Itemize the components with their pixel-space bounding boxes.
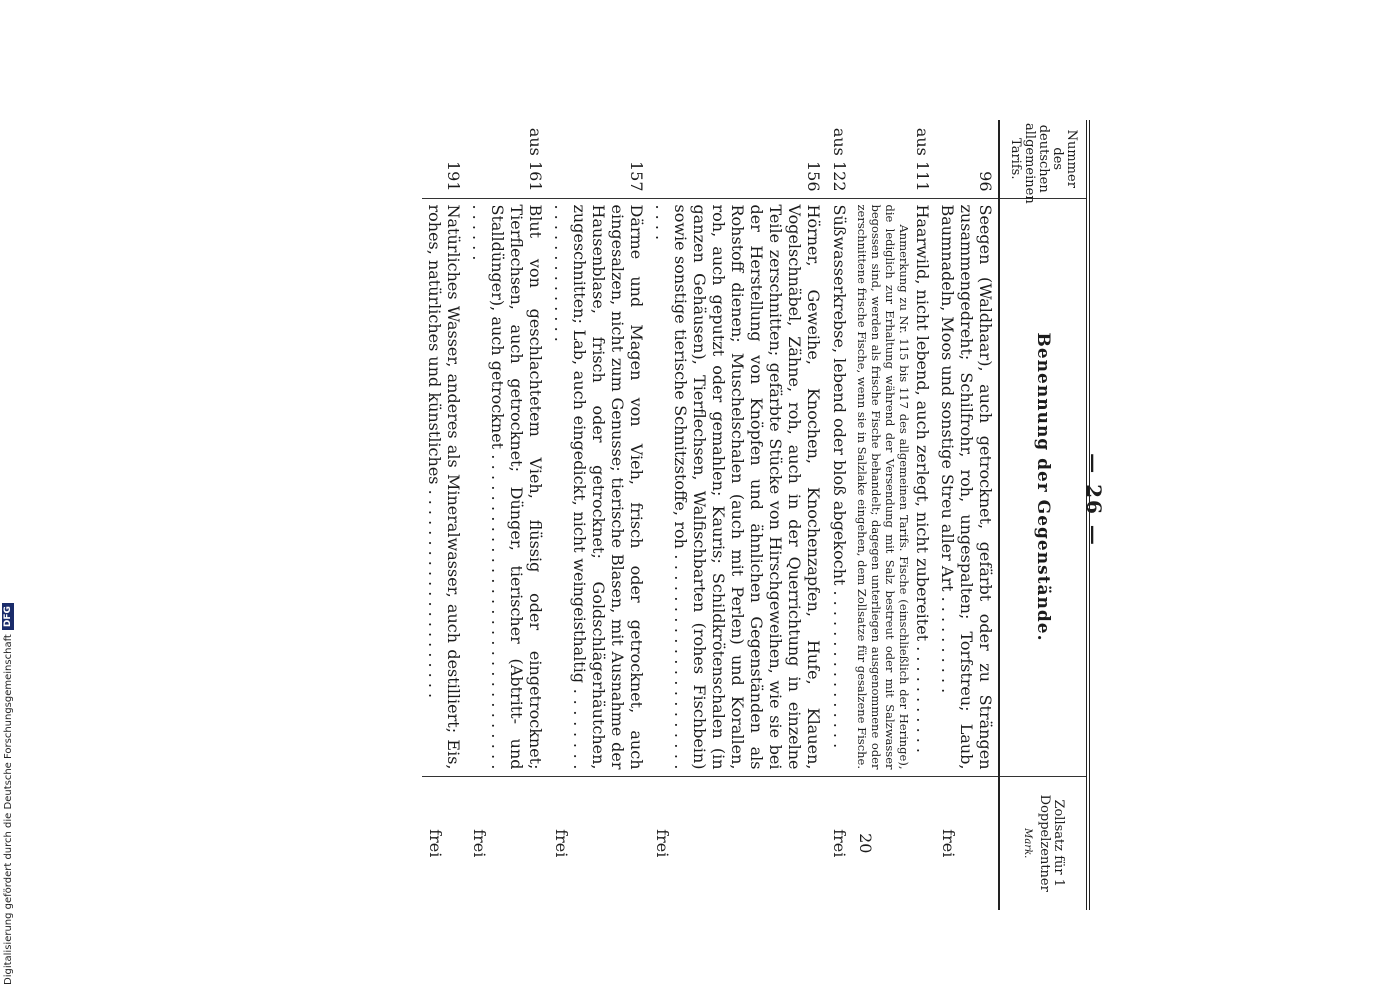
duty-rate: frei: [466, 776, 548, 910]
tariff-number: 96: [935, 120, 999, 198]
duty-rate: frei: [649, 776, 826, 910]
description-text: Seegen (Waldhaar), auch getrocknet, gefärbt oder zu Strängen zusammengedreht; Schilfrohr, roh, ungespalten; Torfstreu; Laub, Baumnadeln, Moos und sonstige Streu aller Art . . . . . . . . . .: [938, 204, 995, 770]
tariff-number: aus 111: [852, 120, 935, 198]
tariff-number: 157: [548, 120, 649, 198]
duty-rate: frei: [935, 776, 999, 910]
table-row: [852, 120, 935, 910]
duty-rate: frei: [548, 776, 649, 910]
description-text: Hörner, Geweihe, Knochen, Knochenzapfen, Hufe, Klauen, Vogelschnäbel, Zähne, roh, auch in der Querrichtung in einzelne Teile zerschnitten; gefärbte Stücke von Hirschgeweihen, wie sie bei der Herstellung von Knöpfen und ähnlichen Gegenständen als Rohstoff dienen; Muschelschalen (auch mit Perlen) und Korallen, roh, auch geputzt oder gemahlen; Kauris; Schildkrötenschalen (in ganzen Gehäusen), Tierflechsen, Walfischbarten (rohes Fischbein) sowie sonstige tierische Schnitzstoffe, roh . . . . . . . . . . . . . . . . . . . . . . . . .: [652, 204, 823, 770]
rotated-page: [250, 90, 1110, 910]
description-text: Haarwild, nicht lebend, auch zerlegt, nicht zubereitet . . . . . . . . . . .: [913, 204, 932, 754]
header-rate: [999, 776, 1088, 910]
item-description: [548, 198, 649, 776]
table-header-row: [999, 120, 1088, 910]
description-text: Därme und Magen von Vieh, frisch oder getrocknet, auch eingesalzen, nicht zum Genusse; tierische Blasen, mit Ausnahme der Hausenblase, frisch oder getrocknet; Goldschlägerhäutchen, zugeschnitten; Lab, auch eingedickt, nicht weingeisthaltig . . . . . . . . . . . . . . . . . . . . . .: [551, 204, 646, 770]
header-rate-unit: Mark.: [1022, 828, 1034, 859]
table-row: [422, 120, 466, 910]
header-description: Benennung der Gegenstände.: [1033, 332, 1053, 642]
description-text: Süßwasserkrebse, lebend oder bloß abgekocht . . . . . . . . . . . . . . . .: [830, 204, 849, 749]
duty-rate: 20: [852, 776, 935, 910]
item-description: [422, 198, 466, 776]
item-description: [826, 198, 852, 776]
page-number: — 26 —: [1082, 453, 1106, 547]
credit-text: Digitalisierung gefördert durch die Deutsche Forschungsgemeinschaft: [2, 634, 14, 985]
table-row: [935, 120, 999, 910]
table-row: [466, 120, 548, 910]
header-rate-label: Zollsatz für 1 Doppelzentner: [1037, 794, 1067, 892]
description-text: Natürliches Wasser, anderes als Mineralwasser, auch destilliert; Eis, rohes, natürliches und künstliches . . . . . . . . . . . . . . . . . . . . .: [425, 204, 463, 770]
tariff-number: aus 161: [466, 120, 548, 198]
duty-rate: frei: [826, 776, 852, 910]
duty-rate: frei: [422, 776, 466, 910]
tariff-number: 191: [422, 120, 466, 198]
dfg-logo: DFG: [2, 603, 14, 630]
description-text: Blut von geschlachtetem Vieh, flüssig oder eingetrocknet; Tierflechsen, auch getrocknet; Dünger, tierischer (Abtritt- und Stalldünger), auch getrocknet . . . . . . . . . . . . . . . . . . . . . . . . . . . . . . . . . . . . .: [469, 204, 545, 770]
table-row: [649, 120, 826, 910]
tariff-table: [422, 120, 1090, 910]
item-description: [649, 198, 826, 776]
item-description: [852, 198, 935, 776]
item-description: [935, 198, 999, 776]
tariff-number: aus 122: [826, 120, 852, 198]
table-row: [826, 120, 852, 910]
item-description: [466, 198, 548, 776]
tariff-number: 156: [649, 120, 826, 198]
table-row: [548, 120, 649, 910]
footnote-text: Anmerkung zu Nr. 115 bis 117 des allgemeinen Tarifs. Fische (einschließlich der Heringe), die lediglich zur Erhaltung während der Versendung mit Salz bestreut oder mit Salzwasser begossen sind, werden als frische Fische behandelt; dagegen unterliegen ausgenommene oder zerschnittene frische Fische, wenn sie in Salzlake eingehen, dem Zollsatze für gesalzene Fische.: [855, 204, 911, 770]
digitization-credit: [2, 603, 14, 985]
header-number: Nummer des deutschen allgemeinen Tarifs.: [999, 120, 1088, 198]
